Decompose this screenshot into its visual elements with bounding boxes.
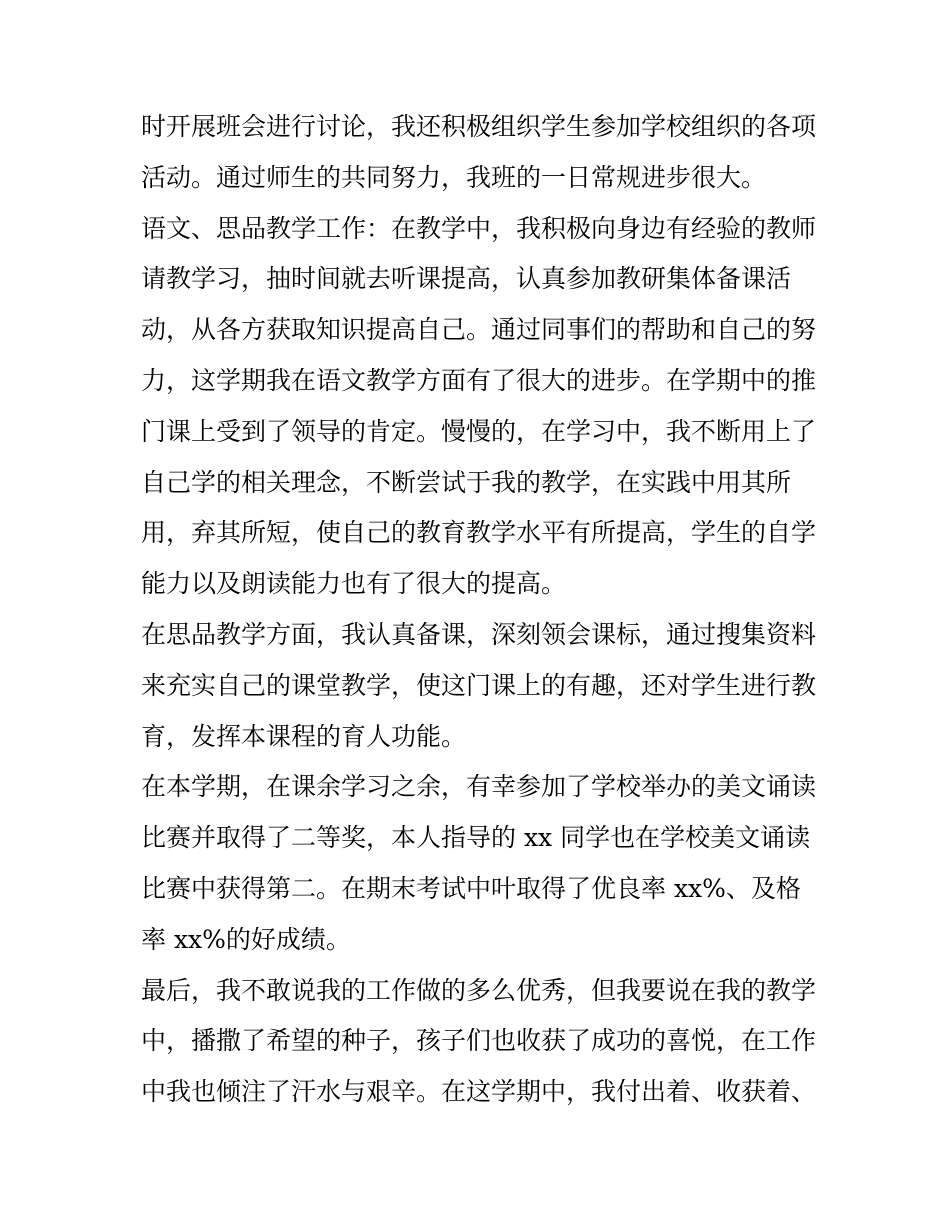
- text-line: 育，发挥本课程的育人功能。: [141, 721, 467, 751]
- text-line: 自己学的相关理念，不断尝试于我的教学，在实践中用其所: [141, 467, 792, 497]
- text-line: 中，播撒了希望的种子，孩子们也收获了成功的喜悦，在工作: [141, 1026, 817, 1056]
- text-line: 率 xx%的好成绩。: [141, 924, 351, 954]
- text-line: 比赛并取得了二等奖，本人指导的 xx 同学也在学校美文诵读: [141, 823, 811, 853]
- text-line: 在本学期，在课余学习之余，有幸参加了学校举办的美文诵读: [141, 772, 817, 802]
- text-line: 动，从各方获取知识提高自己。通过同事们的帮助和自己的努: [141, 315, 817, 345]
- text-line: 语文、思品教学工作：在教学中，我积极向身边有经验的教师: [141, 213, 817, 243]
- text-line: 时开展班会进行讨论，我还积极组织学生参加学校组织的各项: [141, 112, 817, 141]
- text-line: 力，这学期我在语文教学方面有了很大的进步。在学期中的推: [141, 365, 817, 395]
- text-line: 来充实自己的课堂教学，使这门课上的有趣，还对学生进行教: [141, 670, 817, 700]
- text-line: 用，弃其所短，使自己的教育教学水平有所提高，学生的自学: [141, 518, 817, 548]
- text-line: 最后，我不敢说我的工作做的多么优秀，但我要说在我的教学: [141, 975, 817, 1005]
- text-line: 门课上受到了领导的肯定。慢慢的，在学习中，我不断用上了: [141, 416, 817, 446]
- text-line: 在思品教学方面，我认真备课，深刻领会课标，通过搜集资料: [141, 619, 817, 649]
- text-line: 活动。通过师生的共同努力，我班的一日常规进步很大。: [141, 162, 767, 192]
- text-line: 中我也倾注了汗水与艰辛。在这学期中，我付出着、收获着、: [141, 1077, 817, 1107]
- text-line: 比赛中获得第二。在期末考试中叶取得了优良率 xx%、及格: [141, 873, 801, 903]
- text-line: 请教学习，抽时间就去听课提高，认真参加教研集体备课活: [141, 264, 792, 294]
- document-body: [141, 102, 821, 1118]
- text-line: 能力以及朗读能力也有了很大的提高。: [141, 569, 567, 599]
